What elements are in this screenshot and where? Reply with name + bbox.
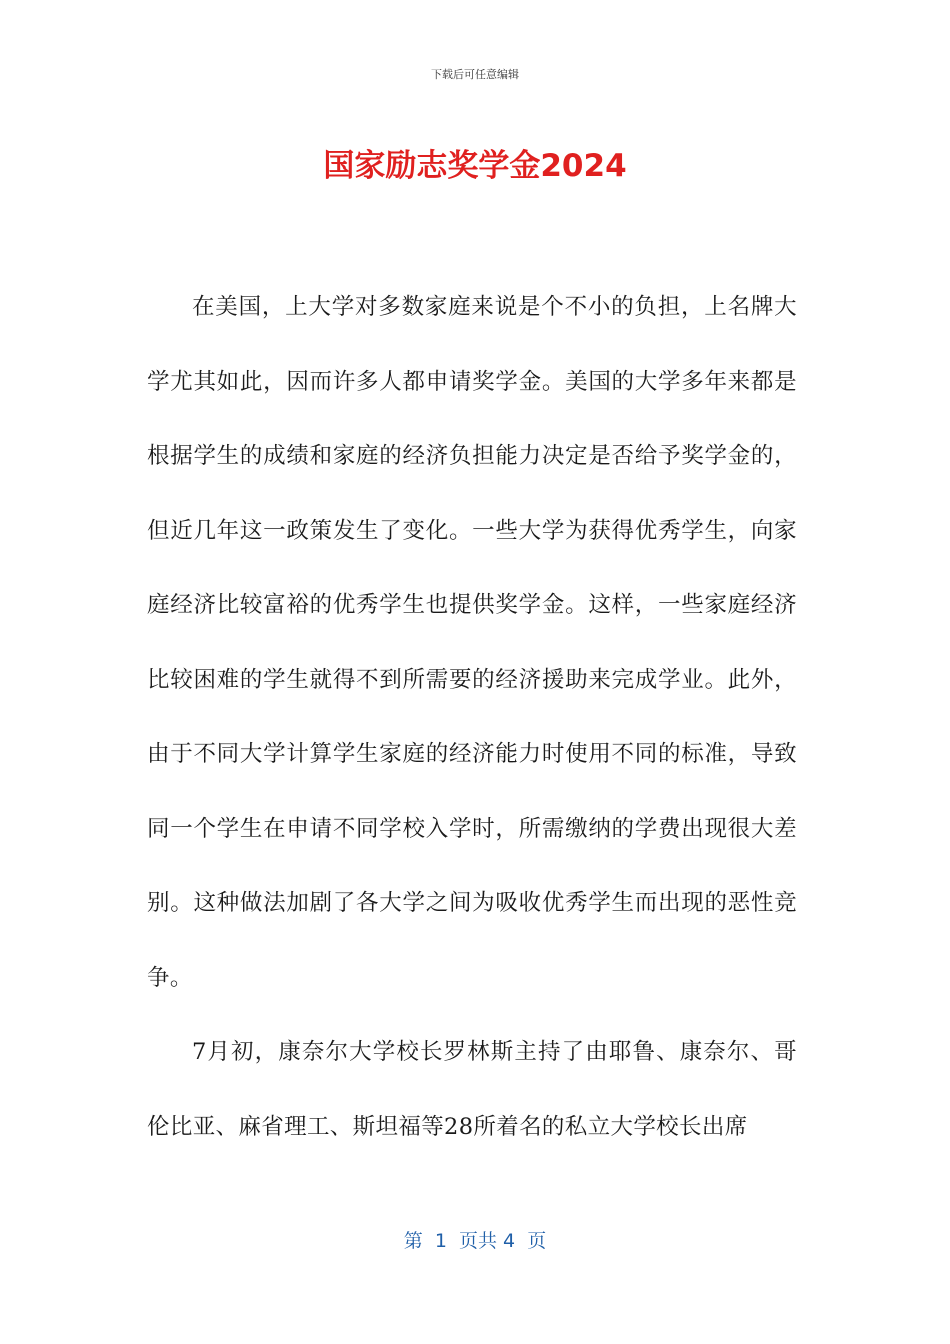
document-body [147, 270, 797, 1164]
header-note: 下载后可任意编辑 [431, 68, 519, 81]
document-title: 国家励志奖学金2024 [323, 148, 627, 184]
paragraph-2: 7月初，康奈尔大学校长罗林斯主持了由耶鲁、康奈尔、哥伦比亚、麻省理工、斯坦福等28所着名的私立大学校长出席 [147, 1039, 797, 1140]
paragraph-1: 在美国，上大学对多数家庭来说是个不小的负担，上名牌大学尤其如此，因而许多人都申请奖学金。美国的大学多年来都是根据学生的成绩和家庭的经济负担能力决定是否给予奖学金的，但近几年这一政策发生了变化。一些大学为获得优秀学生，向家庭经济比较富裕的优秀学生也提供奖学金。这样，一些家庭经济比较困难的学生就得不到所需要的经济援助来完成学业。此外，由于不同大学计算学生家庭的经济能力时使用不同的标准，导致同一个学生在申请不同学校入学时，所需缴纳的学费出现很大差别。这种做法加剧了各大学之间为吸收优秀学生而出现的恶性竞争。 [147, 294, 797, 991]
page-number-footer: 第 1 页共 4 页 [403, 1230, 547, 1252]
